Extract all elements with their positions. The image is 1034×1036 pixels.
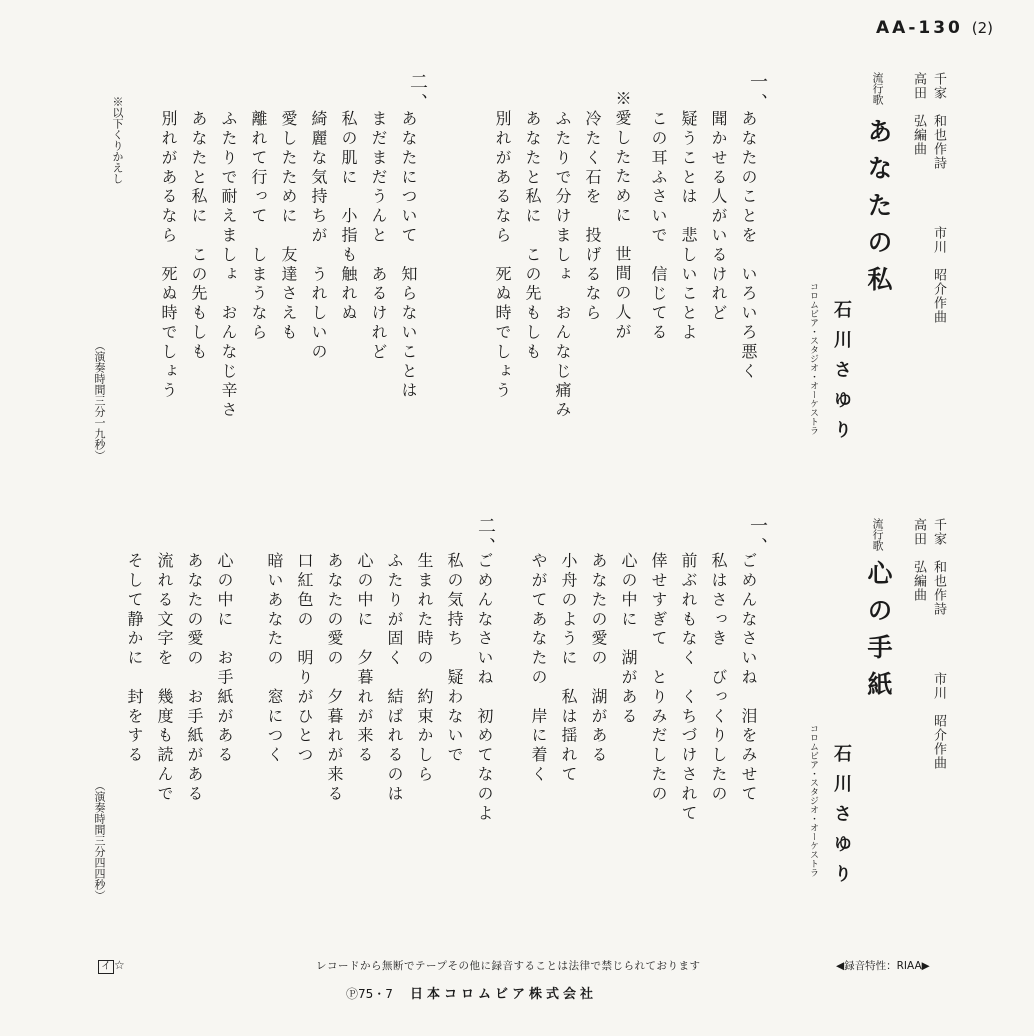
song-2-verse-2-line-3: 生まれた時の 約束かしら: [415, 552, 434, 785]
song-1-title: あなたの私: [864, 118, 893, 303]
song-1-verse-1-line-4: この耳ふさいで 信じてる: [649, 110, 668, 343]
catalog-number: [876, 18, 993, 38]
star-icon: ☆: [114, 958, 125, 972]
boxed-mark: イ: [98, 960, 114, 974]
song-1-verse-1-number: 一、: [747, 72, 768, 114]
song-2-duration: （演奏時間三分四四秒）: [93, 780, 106, 901]
catalog-number-text: AA-130: [876, 18, 963, 38]
recording-characteristic: ◀録音特性：RIAA▶: [836, 960, 930, 972]
company-name: 日本コロムビア株式会社: [409, 987, 597, 1002]
song-1-orchestra: コロムビア・スタジオ・オーケストラ: [808, 282, 818, 435]
song-1-repeat-note: ※以下くりかえし: [111, 96, 124, 184]
song-2-verse-3-line-3: 流れる文字を 幾度も読んで: [155, 552, 174, 805]
song-1-verse-2-line-7: ふたりで耐えましょ おんなじ辛さ: [219, 110, 238, 421]
song-2-verse-2-line-2: 私の気持ち 疑わないで: [445, 552, 464, 766]
song-2-verse-2-line-6: あなたの愛の 夕暮れが来る: [325, 552, 344, 805]
song-2-verse-2-number: 二、: [475, 516, 496, 558]
song-2-verse-1-number: 一、: [747, 516, 768, 558]
song-2-verse-2-line-4: ふたりが固く 結ばれるのは: [385, 552, 404, 805]
song-2-verse-3-line-4: そして静かに 封をする: [125, 552, 144, 766]
song-1-verse-2-line-4: 綺麗な気持ちが うれしいの: [309, 110, 328, 363]
song-1-verse-2-line-6: 離れて行って しまうなら: [249, 110, 268, 343]
song-1-verse-2-line-8: あなたと私に この先もしも: [189, 110, 208, 363]
song-1-verse-1-line-9: 別れがあるなら 死ぬ時でしょう: [493, 110, 512, 401]
song-2-verse-1-line-6: あなたの愛の 湖がある: [589, 552, 608, 766]
footer-mark: [98, 958, 125, 974]
song-1-verse-1-line-5: ※愛したために 世間の人が: [613, 90, 632, 343]
song-2-verse-3-line-1: 心の中に お手紙がある: [215, 552, 234, 766]
song-2-verse-1-line-3: 前ぶれもなく くちづけされて: [679, 552, 698, 824]
song-2-title: 心の手紙: [864, 560, 893, 708]
song-2-lyricist: 千家 和也作詩: [931, 518, 946, 616]
song-2-verse-2-line-1: ごめんなさいね 初めてなのよ: [475, 552, 494, 824]
catalog-side: (2): [971, 19, 994, 37]
song-2-composer: 市川 昭介作曲: [931, 672, 946, 770]
song-1-duration: （演奏時間三分一九秒）: [93, 340, 106, 461]
song-2-verse-2-line-7: 口紅色の 明りがひとつ: [295, 552, 314, 766]
song-1-verse-1-line-3: 疑うことは 悲しいことよ: [679, 110, 698, 343]
song-1-verse-1-line-1: あなたのことを いろいろ悪く: [739, 110, 758, 382]
song-1-verse-2-line-3: 私の肌に 小指も触れぬ: [339, 110, 358, 324]
song-1-lyricist: 千家 和也作詩: [931, 72, 946, 170]
song-2-verse-1-line-5: 心の中に 湖がある: [619, 552, 638, 727]
song-2-verse-1-line-2: 私はさっき びっくりしたの: [709, 552, 728, 805]
phonogram-year: Ⓟ75・7: [346, 987, 393, 1001]
song-2-orchestra: コロムビア・スタジオ・オーケストラ: [808, 724, 818, 877]
song-1-verse-2-line-9: 別れがあるなら 死ぬ時でしょう: [159, 110, 178, 401]
song-1-verse-1-line-6: 冷たく石を 投げるなら: [583, 110, 602, 324]
song-2-verse-1-line-8: やがてあなたの 岸に着く: [529, 552, 548, 785]
song-2-verse-3-line-2: あなたの愛の お手紙がある: [185, 552, 204, 805]
copyright-notice: レコードから無断でテープその他に録音することは法律で禁じられております: [316, 960, 701, 972]
song-2-verse-1-line-4: 倖せすぎて とりみだしたの: [649, 552, 668, 805]
song-1-verse-1-line-7: ふたりで分けましょ おんなじ痛み: [553, 110, 572, 421]
song-1-verse-2-line-2: まだまだうんと あるけれど: [369, 110, 388, 363]
song-1-arranger: 高田 弘編曲: [911, 72, 926, 156]
song-2-artist: 石川さゆり: [831, 744, 852, 894]
song-2-verse-1-line-1: ごめんなさいね 泪をみせて: [739, 552, 758, 805]
song-1-artist: 石川さゆり: [831, 300, 852, 450]
song-2-genre: 流行歌: [871, 518, 884, 551]
song-1-verse-1-line-8: あなたと私に この先もしも: [523, 110, 542, 363]
song-1-genre: 流行歌: [871, 72, 884, 105]
song-1-verse-1-line-2: 聞かせる人がいるけれど: [709, 110, 728, 324]
song-1-verse-2-line-5: 愛したために 友達さえも: [279, 110, 298, 343]
song-2-verse-2-line-5: 心の中に 夕暮れが来る: [355, 552, 374, 766]
song-2-verse-1-line-7: 小舟のように 私は揺れて: [559, 552, 578, 785]
song-1-verse-2-number: 二、: [407, 72, 428, 114]
song-1-composer: 市川 昭介作曲: [931, 226, 946, 324]
footer-company: [346, 983, 597, 1002]
song-2-arranger: 高田 弘編曲: [911, 518, 926, 602]
song-2-verse-2-line-8: 暗いあなたの 窓につく: [265, 552, 284, 766]
song-1-verse-2-line-1: あなたについて 知らないことは: [399, 110, 418, 401]
